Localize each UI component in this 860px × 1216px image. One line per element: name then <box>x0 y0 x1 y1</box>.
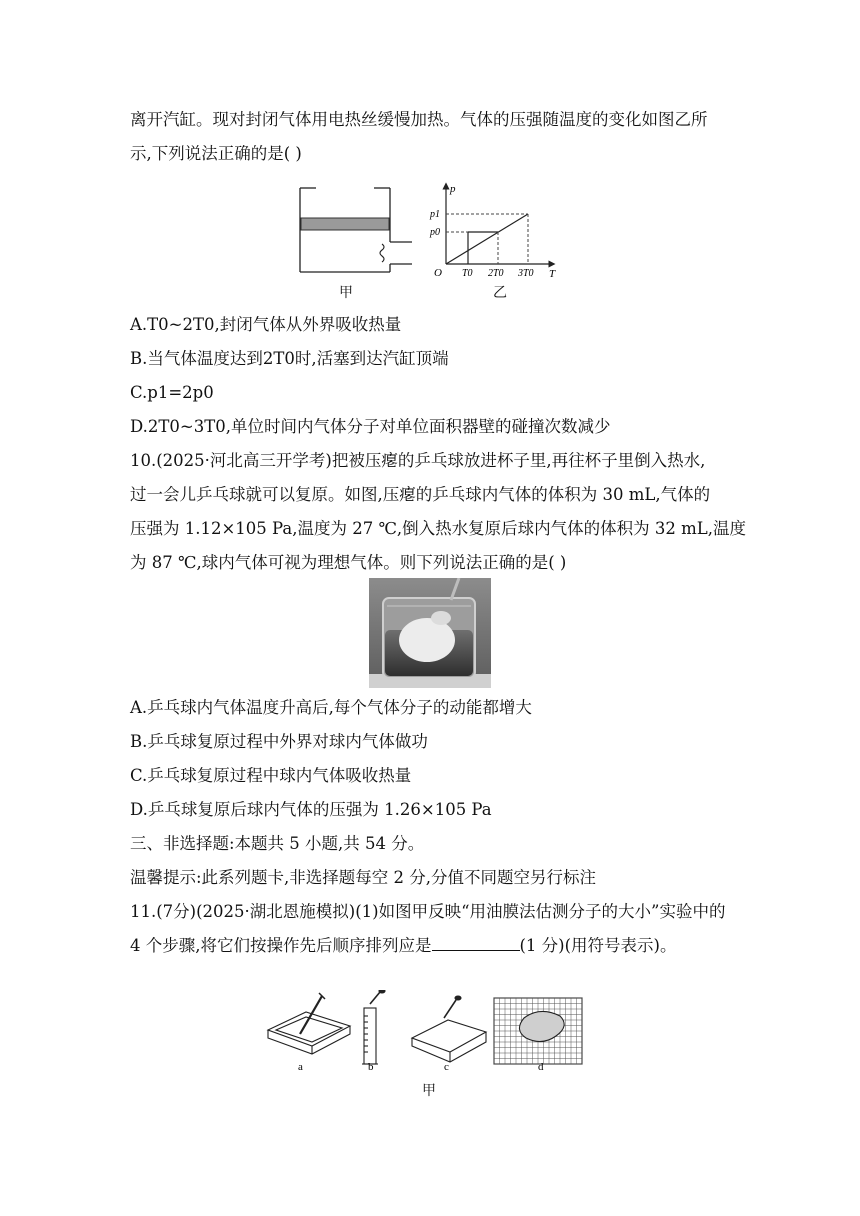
step-a-tray <box>268 993 350 1054</box>
t-axis-label: T <box>549 268 556 280</box>
q11-line1: 11.(7分)(2025·湖北恩施模拟)(1)如图甲反映“用油膜法估测分子的大小”实验中的 <box>130 902 726 921</box>
t0-tick: T0 <box>462 268 473 279</box>
section3-heading: 三、非选择题:本题共 5 小题,共 54 分。 <box>130 834 425 853</box>
origin-label: O <box>434 267 442 279</box>
q10-line3: 压强为 1.12×105 Pa,温度为 27 ℃,倒入热水复原后球内气体的体积为 32 mL,温度 <box>130 519 747 538</box>
label-d: d <box>538 1061 544 1072</box>
label-c: c <box>444 1061 449 1072</box>
q11-line2-suffix: (1 分)(用符号表示)。 <box>519 936 677 955</box>
q10-option-a: A.乒乓球内气体温度升高后,每个气体分子的动能都增大 <box>130 698 532 717</box>
section3-tip: 温馨提示:此系列题卡,非选择题每空 2 分,分值不同题空另行标注 <box>130 868 597 887</box>
fig-jia-caption: 甲 <box>339 285 353 301</box>
q10-line2: 过一会儿乒乓球就可以复原。如图,压瘪的乒乓球内气体的体积为 30 mL,气体的 <box>130 485 711 504</box>
q11-line2-text: 4 个步骤,将它们按操作先后顺序排列应是 <box>130 936 432 955</box>
beaker-photo <box>369 578 491 688</box>
step-b-cylinder <box>362 990 385 1064</box>
q9-intro-line1: 离开汽缸。现对封闭气体用电热丝缓慢加热。气体的压强随温度的变化如图乙所 <box>130 110 708 129</box>
pt-graph <box>428 180 568 280</box>
oil-film-steps-figure <box>262 990 592 1072</box>
q9-option-a: A.T0~2T0,封闭气体从外界吸收热量 <box>130 315 402 334</box>
step-d-grid <box>494 998 582 1064</box>
label-a: a <box>298 1061 303 1072</box>
q9-option-d: D.2T0~3T0,单位时间内气体分子对单位面积器壁的碰撞次数减少 <box>130 417 611 436</box>
label-b: b <box>368 1061 374 1072</box>
answer-blank[interactable] <box>432 934 520 951</box>
p-axis-label: p <box>450 183 456 195</box>
piston <box>301 218 389 230</box>
q10-option-c: C.乒乓球复原过程中球内气体吸收热量 <box>130 766 412 785</box>
2t0-tick: 2T0 <box>488 268 504 279</box>
fig-yi-caption: 乙 <box>493 285 507 301</box>
q9-option-c: C.p1=2p0 <box>130 383 214 402</box>
p0-tick: p0 <box>430 227 440 238</box>
q10-line1: 10.(2025·河北高三开学考)把被压瘪的乒乓球放进杯子里,再往杯子里倒入热水, <box>130 451 706 470</box>
q11-line2 <box>130 934 677 958</box>
ping-pong-ball <box>399 618 455 662</box>
q9-intro-line2: 示,下列说法正确的是( ) <box>130 144 302 163</box>
q11-fig-caption: 甲 <box>422 1083 436 1099</box>
cylinder-figure <box>290 180 420 280</box>
q10-line4: 为 87 ℃,球内气体可视为理想气体。则下列说法正确的是( ) <box>130 553 567 572</box>
q9-option-b: B.当气体温度达到2T0时,活塞到达汽缸顶端 <box>130 349 449 368</box>
isobar-line <box>446 214 528 264</box>
3t0-tick: 3T0 <box>518 268 534 279</box>
q10-option-d: D.乒乓球复原后球内气体的压强为 1.26×105 Pa <box>130 800 492 819</box>
step-c-dish <box>412 996 486 1062</box>
p1-tick: p1 <box>430 209 440 220</box>
heating-wire <box>380 244 384 262</box>
q10-option-b: B.乒乓球复原过程中外界对球内气体做功 <box>130 732 428 751</box>
